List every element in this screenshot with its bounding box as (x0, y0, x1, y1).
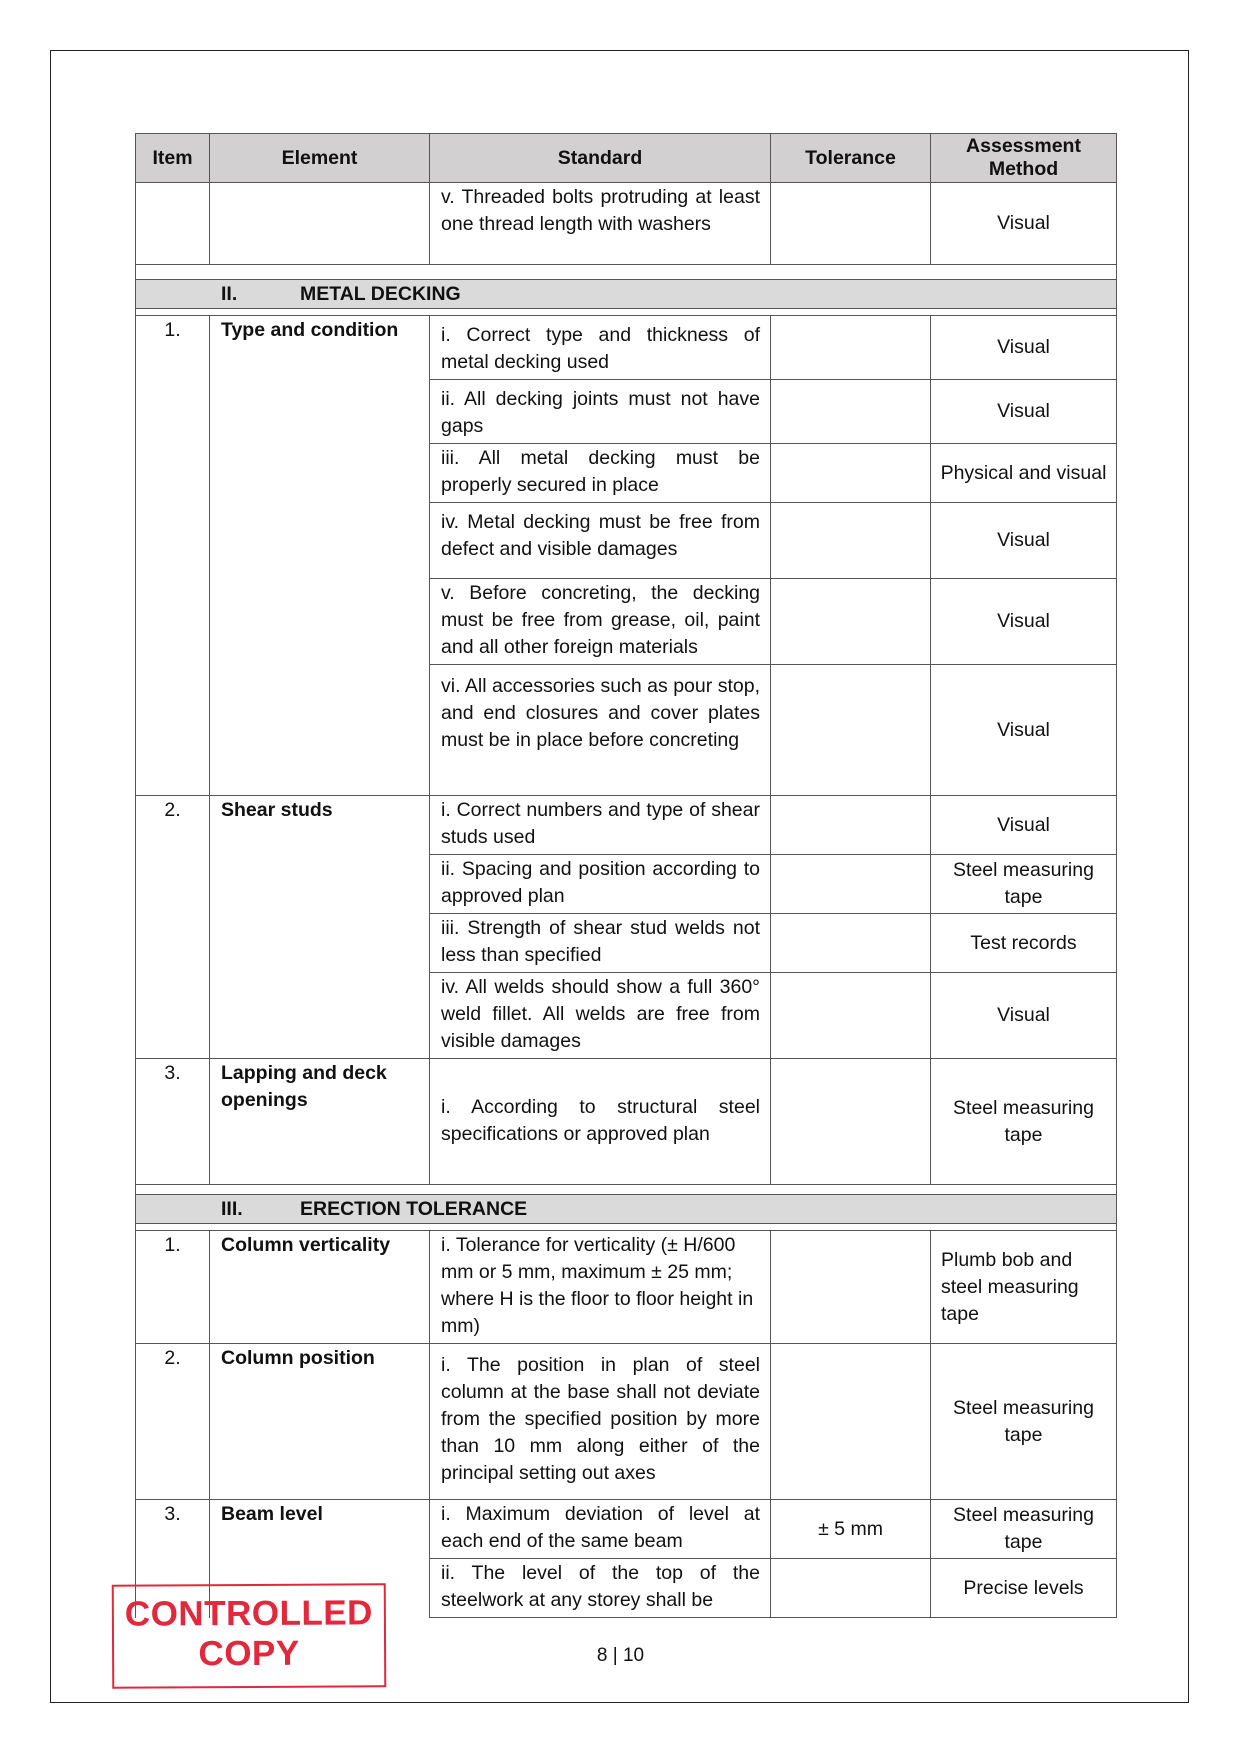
method-cell: Visual (931, 796, 1117, 855)
standard-cell: iv. Metal decking must be free from defect and visible damages (430, 503, 771, 579)
tolerance-cell (771, 1231, 931, 1344)
standard-cell: iv. All welds should show a full 360° weld fillet. All welds are free from visible damages (430, 973, 771, 1059)
tolerance-cell: ± 5 mm (771, 1500, 931, 1559)
section-title: ERECTION TOLERANCE (300, 1197, 528, 1220)
standard-cell: iii. All metal decking must be properly secured in place (430, 444, 771, 503)
method-cell: Steel measuring tape (931, 1059, 1117, 1185)
tolerance-cell (771, 444, 931, 503)
method-cell: Physical and visual (931, 444, 1117, 503)
standard-cell: i. Correct numbers and type of shear studs used (430, 796, 771, 855)
standard-cell: v. Before concreting, the decking must be free from grease, oil, paint and all other foreign materials (430, 579, 771, 665)
inspection-table (135, 133, 1117, 1618)
spacer-row (136, 1185, 1117, 1195)
header-assessment-method: Assessment Method (931, 134, 1117, 183)
section-number: III. (221, 1197, 243, 1220)
element-cell (210, 183, 430, 265)
item-number: 2. (136, 1344, 210, 1500)
standard-cell: ii. Spacing and position according to approved plan (430, 855, 771, 914)
tolerance-cell (771, 796, 931, 855)
section-number: II. (221, 282, 238, 305)
section-title: METAL DECKING (300, 282, 461, 305)
table-row (136, 183, 1117, 265)
spacer-row (136, 1224, 1117, 1231)
element-name: Beam level (210, 1500, 430, 1618)
table-header-row (136, 134, 1117, 183)
tolerance-cell (771, 973, 931, 1059)
page-number: 8 | 10 (596, 1645, 645, 1666)
standard-cell: v. Threaded bolts protruding at least one thread length with washers (430, 183, 771, 265)
item-number: 2. (136, 796, 210, 1059)
standard-cell: i. The position in plan of steel column at the base shall not deviate from the specified position by more than 10 mm along either of the principal setting out axes (430, 1344, 771, 1500)
tolerance-cell (771, 855, 931, 914)
standard-cell: iii. Strength of shear stud welds not less than specified (430, 914, 771, 973)
table-row (136, 796, 1117, 855)
table-row (136, 316, 1117, 380)
element-name: Column position (210, 1344, 430, 1500)
tolerance-cell (771, 579, 931, 665)
spacer-row (136, 265, 1117, 280)
method-cell: Visual (931, 503, 1117, 579)
tolerance-cell (771, 503, 931, 579)
method-cell: Test records (931, 914, 1117, 973)
standard-cell: i. Correct type and thickness of metal decking used (430, 316, 771, 380)
stamp-line-2: COPY (198, 1633, 300, 1674)
method-cell: Steel measuring tape (931, 1344, 1117, 1500)
tolerance-cell (771, 665, 931, 796)
method-cell: Visual (931, 973, 1117, 1059)
tolerance-cell (771, 1059, 931, 1185)
header-item: Item (136, 134, 210, 183)
method-cell: Visual (931, 316, 1117, 380)
item-number: 3. (136, 1500, 210, 1618)
item-number: 1. (136, 316, 210, 796)
item-number: 3. (136, 1059, 210, 1185)
item-number: 1. (136, 1231, 210, 1344)
element-name: Lapping and deck openings (210, 1059, 430, 1185)
method-cell: Steel measuring tape (931, 855, 1117, 914)
tolerance-cell (771, 914, 931, 973)
table-row (136, 1059, 1117, 1185)
header-standard: Standard (430, 134, 771, 183)
element-name: Column verticality (210, 1231, 430, 1344)
section-header-erection-tolerance (136, 1195, 1117, 1224)
standard-cell: i. According to structural steel specifications or approved plan (430, 1059, 771, 1185)
table-row (136, 1344, 1117, 1500)
method-cell: Visual (931, 183, 1117, 265)
section-header-metal-decking (136, 280, 1117, 309)
method-cell: Plumb bob and steel measuring tape (931, 1231, 1117, 1344)
standard-cell: ii. The level of the top of the steelwork at any storey shall be (430, 1559, 771, 1618)
standard-cell: ii. All decking joints must not have gaps (430, 380, 771, 444)
tolerance-cell (771, 316, 931, 380)
tolerance-cell (771, 1559, 931, 1618)
tolerance-cell (771, 380, 931, 444)
method-cell: Precise levels (931, 1559, 1117, 1618)
spacer-row (136, 309, 1117, 316)
standard-cell: vi. All accessories such as pour stop, and end closures and cover plates must be in place before concreting (430, 665, 771, 796)
stamp-line-1: CONTROLLED (124, 1593, 373, 1634)
item-cell (136, 183, 210, 265)
element-name: Type and condition (210, 316, 430, 796)
header-tolerance: Tolerance (771, 134, 931, 183)
element-name: Shear studs (210, 796, 430, 1059)
header-element: Element (210, 134, 430, 183)
method-cell: Visual (931, 579, 1117, 665)
method-cell: Visual (931, 380, 1117, 444)
tolerance-cell (771, 183, 931, 265)
standard-cell: i. Maximum deviation of level at each end of the same beam (430, 1500, 771, 1559)
standard-cell: i. Tolerance for verticality (± H/600 mm or 5 mm, maximum ± 25 mm; where H is the floor to floor height in mm) (430, 1231, 771, 1344)
method-cell: Steel measuring tape (931, 1500, 1117, 1559)
tolerance-cell (771, 1344, 931, 1500)
method-cell: Visual (931, 665, 1117, 796)
table-row (136, 1500, 1117, 1559)
table-row (136, 1231, 1117, 1344)
controlled-copy-stamp (112, 1583, 387, 1688)
